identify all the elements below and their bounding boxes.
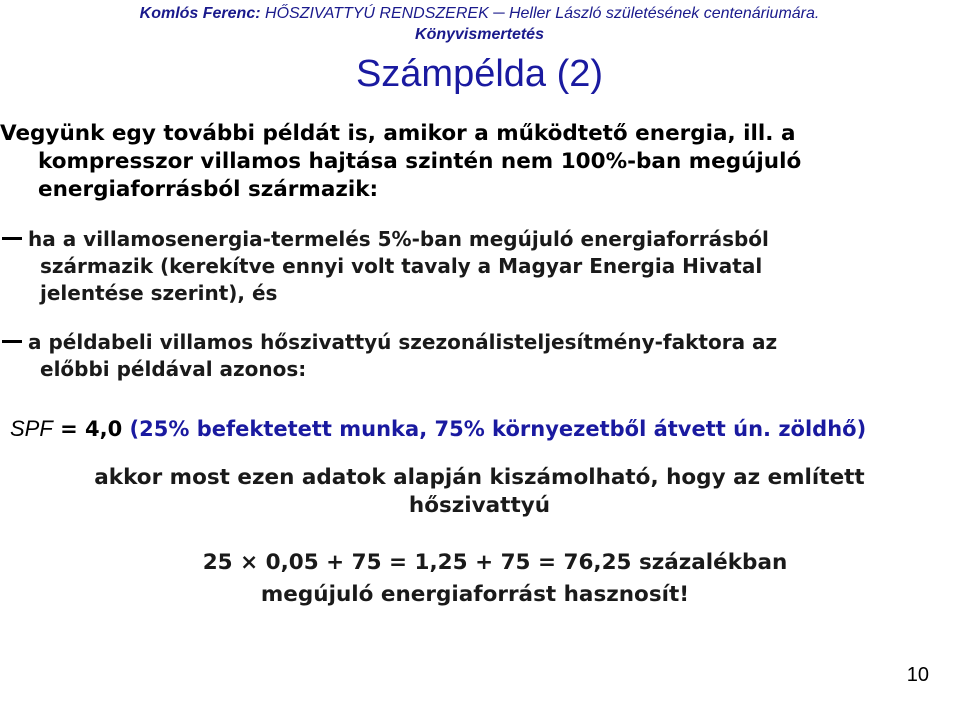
bullet-line: a példabeli villamos hőszivattyú szezonálisteljesítmény-faktora az bbox=[28, 330, 778, 354]
header-author: Komlós Ferenc: bbox=[139, 5, 261, 22]
conclusion-text bbox=[0, 464, 959, 520]
conclusion-line: hőszivattyú bbox=[408, 493, 551, 518]
result-line: megújuló energiaforrást hasznosít! bbox=[260, 582, 690, 607]
bullet-line: ha a villamosenergia-termelés 5%-ban megújuló energiaforrásból bbox=[28, 227, 769, 251]
slide-header bbox=[0, 4, 959, 24]
spf-label: SPF bbox=[10, 416, 53, 441]
intro-line: Vegyünk egy további példát is, amikor a működtető energia, ill. a bbox=[0, 121, 796, 146]
bullet-item-renewable-share bbox=[2, 226, 952, 307]
bullet-item-spf bbox=[2, 329, 952, 383]
bullet-line: előbbi példával azonos: bbox=[40, 357, 307, 381]
intro-line: energiaforrásból származik: bbox=[38, 177, 379, 202]
conclusion-line: akkor most ezen adatok alapján kiszámolható, hogy az említett bbox=[94, 465, 865, 490]
bullet-line: származik (kerekítve ennyi volt tavaly a Magyar Energia Hivatal bbox=[40, 254, 763, 278]
intro-line: kompresszor villamos hajtása szintén nem 100%-ban megújuló bbox=[38, 149, 802, 174]
spf-value: = 4,0 bbox=[52, 417, 130, 441]
header-subtitle: Könyvismertetés bbox=[415, 26, 544, 43]
spf-note: (25% befektetett munka, 75% környezetből átvett ún. zöldhő) bbox=[129, 417, 867, 441]
result-formula bbox=[0, 547, 959, 611]
result-line: 25 × 0,05 + 75 = 1,25 + 75 = 76,25 százalékban bbox=[202, 550, 788, 575]
header-title: HŐSZIVATTYÚ RENDSZEREK ─ Heller László születésének centenáriumára. bbox=[260, 5, 820, 22]
slide-title: Számpélda (2) bbox=[355, 53, 604, 95]
dash-bullet-icon bbox=[2, 340, 22, 343]
page-number: 10 bbox=[906, 664, 929, 686]
intro-paragraph bbox=[0, 120, 950, 204]
dash-bullet-icon bbox=[2, 237, 22, 240]
bullet-line: jelentése szerint), és bbox=[40, 281, 278, 305]
spf-formula bbox=[10, 415, 955, 443]
